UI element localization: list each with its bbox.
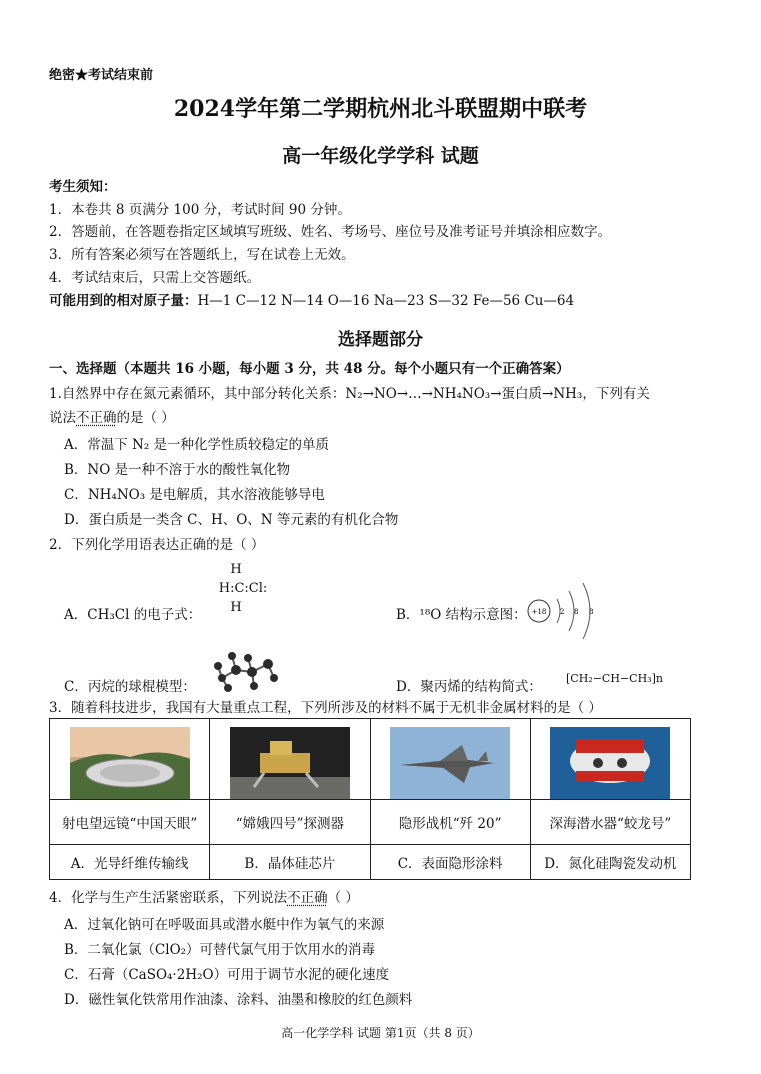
shell-count: 8 xyxy=(589,608,594,616)
q3-option-b: B．晶体硅芯片 xyxy=(210,845,370,880)
q3-image-cell xyxy=(210,719,370,800)
atomic-mass-line xyxy=(49,292,574,310)
q1-emphasis: 不正确 xyxy=(76,410,117,426)
shell-count: 2 xyxy=(560,608,565,616)
atom-structure-diagram xyxy=(523,577,613,645)
q3-table xyxy=(49,718,691,880)
q3-option-d: D．氮化硅陶瓷发动机 xyxy=(530,845,690,880)
q3-caption: “嫦娥四号”探测器 xyxy=(210,800,370,845)
q3-image-cell xyxy=(50,719,210,800)
notice-item: 3．所有答案必须写在答题纸上，写在试卷上无效。 xyxy=(49,247,355,263)
telescope-image xyxy=(70,727,190,799)
section-title: 选择题部分 xyxy=(338,330,423,350)
notice-heading: 考生须知： xyxy=(49,179,117,195)
q4-option-b: B．二氧化氯（ClO₂）可替代氯气用于饮用水的消毒 xyxy=(64,942,376,958)
ball-stick-model xyxy=(210,650,280,692)
lewis-center: H:C:Cl: xyxy=(218,581,268,596)
q3-caption: 射电望远镜“中国天眼” xyxy=(50,800,210,845)
stealth-fighter-image xyxy=(390,727,510,799)
q4-text: （ ） xyxy=(327,890,359,906)
polymer-formula: [CH₂−CH−CH₃]n xyxy=(566,672,663,685)
page-footer: 高一化学学科 试题 第1页（共 8 页） xyxy=(281,1026,480,1040)
q3-image-cell xyxy=(530,719,690,800)
nucleus-charge: +18 xyxy=(531,608,547,616)
q3-stem: 3．随着科技进步，我国有大量重点工程，下列所涉及的材料不属于无机非金属材料的是（ ） xyxy=(49,700,602,716)
q2-option-a: A．CH₃Cl 的电子式： xyxy=(64,607,202,623)
q1-stem-cont xyxy=(49,409,175,427)
part-heading: 一、选择题（本题共 16 小题，每小题 3 分，共 48 分。每个小题只有一个正确答案） xyxy=(49,361,570,377)
q1-stem: 1.自然界中存在氮元素循环，其中部分转化关系：N₂→NO→…→NH₄NO₃→蛋白质→NH₃，下列有关 xyxy=(49,386,650,402)
lewis-h-top: H xyxy=(230,562,242,577)
q4-option-a: A．过氧化钠可在呼吸面具或潜水艇中作为氧气的来源 xyxy=(64,917,385,933)
lunar-probe-image xyxy=(230,727,350,799)
q1-option-d: D．蛋白质是一类含 C、H、O、N 等元素的有机化合物 xyxy=(64,512,399,528)
q1-text: 的是（ ） xyxy=(116,410,175,426)
notice-item: 1．本卷共 8 页满分 100 分，考试时间 90 分钟。 xyxy=(49,202,351,218)
shell-count: 8 xyxy=(574,608,579,616)
q1-option-c: C．NH₄NO₃ 是电解质，其水溶液能够导电 xyxy=(64,487,325,503)
q2-option-c: C．丙烷的球棍模型： xyxy=(64,679,196,695)
q2-option-d: D．聚丙烯的结构简式： xyxy=(396,679,542,695)
q1-option-b: B．NO 是一种不溶于水的酸性氧化物 xyxy=(64,462,291,478)
q1-text: 说法 xyxy=(49,410,76,426)
q4-option-d: D．磁性氧化铁常用作油漆、涂料、油墨和橡胶的红色颜料 xyxy=(64,992,413,1008)
submersible-image xyxy=(550,727,670,799)
page-subtitle: 高一年级化学学科 试题 xyxy=(282,145,479,167)
lewis-h-bottom: H xyxy=(230,600,242,615)
q3-option-a: A．光导纤维传输线 xyxy=(50,845,210,880)
q4-emphasis: 不正确 xyxy=(287,890,328,906)
q3-option-c: C．表面隐形涂料 xyxy=(370,845,530,880)
notice-item: 4．考试结束后，只需上交答题纸。 xyxy=(49,270,261,286)
lewis-structure xyxy=(215,560,271,617)
atomic-mass-values: H—1 C—12 N—14 O—16 Na—23 S—32 Fe—56 Cu—64 xyxy=(197,293,575,309)
q3-caption: 隐形战机“歼 20” xyxy=(370,800,530,845)
q2-stem: 2．下列化学用语表达正确的是（ ） xyxy=(49,537,265,553)
q4-stem xyxy=(49,889,359,907)
q4-text: 4．化学与生产生活紧密联系，下列说法 xyxy=(49,890,288,906)
page-title: 2024学年第二学期杭州北斗联盟期中联考 xyxy=(173,96,588,122)
secret-label: 绝密★考试结束前 xyxy=(49,68,154,83)
q3-caption: 深海潜水器“蛟龙号” xyxy=(530,800,690,845)
atomic-mass-label: 可能用到的相对原子量： xyxy=(49,293,198,309)
q3-image-cell xyxy=(370,719,530,800)
notice-item: 2．答题前，在答题卷指定区域填写班级、姓名、考场号、座位号及准考证号并填涂相应数字。 xyxy=(49,224,612,240)
q4-option-c: C．石膏（CaSO₄·2H₂O）可用于调节水泥的硬化速度 xyxy=(64,967,390,983)
q1-option-a: A．常温下 N₂ 是一种化学性质较稳定的单质 xyxy=(64,437,330,453)
q2-option-b: B．¹⁸O 结构示意图： xyxy=(396,607,527,623)
